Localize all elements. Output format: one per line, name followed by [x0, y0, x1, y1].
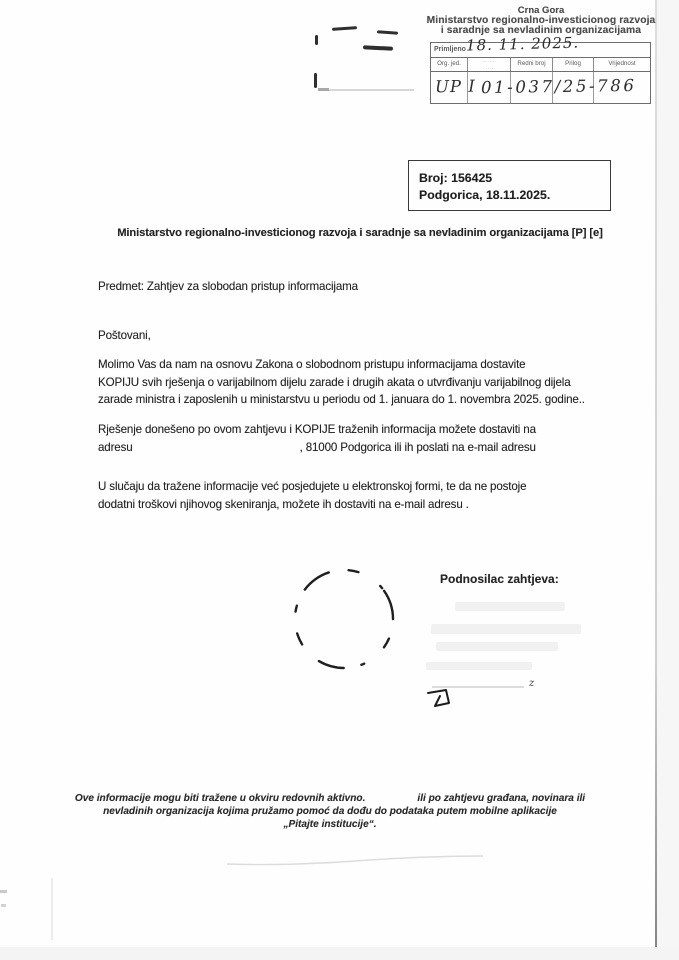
place-and-date: Podgorica, 18.11.2025. — [419, 188, 551, 202]
stamp-col-vrijednost: Vrijednost — [608, 60, 636, 67]
signature-small-mark: z — [529, 678, 535, 689]
stamp-org-line2: i saradnje sa nevladinim organizacijama — [440, 25, 642, 36]
scan-left-faint-line — [51, 878, 53, 940]
scan-left-edge-mark — [1, 904, 6, 907]
stamp-col-prilog: Prilog — [553, 58, 594, 71]
handwritten-received-date: 18. 11. 2025. — [465, 33, 580, 55]
redacted-address-gap — [133, 450, 300, 451]
stamp-col-org-jed: Org. jed. — [431, 58, 468, 71]
paragraph-line: dodatni troškovi njihovog skeniranja, možete ih dostaviti na e-mail adresu . — [98, 497, 469, 511]
round-stamp-outline — [289, 563, 399, 673]
paragraph-line: Rješenje donešeno po ovom zahtjevu i KOPIJE traženih informacija možete dostaviti na — [98, 423, 536, 436]
stamp-col-illegible — [468, 58, 511, 71]
footer-line1-suffix: ili po zahtjevu građana, novinara ili — [417, 793, 586, 804]
paragraph-line-with-redaction — [98, 439, 536, 457]
paragraph-delivery — [98, 421, 536, 456]
footer-line2: nevladinih organizacija kojima pružamo pomoć da dođu do podataka putem mobilne aplikacije — [103, 806, 557, 817]
stamp-remnant-mark — [318, 88, 329, 91]
paragraph-line: Molimo Vas da nam na osnovu Zakona o slobodnom pristupu informacijama dostavite — [98, 358, 526, 371]
stamp-received-label: Primljeno — [434, 46, 466, 53]
signer-label: Podnosilac zahtjeva: — [440, 572, 559, 586]
stamp-col-illegible-line2: · ·· ··· — [483, 65, 495, 71]
receipt-stamp-header — [424, 6, 658, 36]
redacted-text-smudge — [431, 624, 581, 634]
stamp-remnant-mark — [332, 26, 357, 31]
stamp-col-redni-broj: Redni broj — [511, 58, 553, 71]
redacted-footer-gap — [365, 800, 417, 801]
handwritten-org-unit: UP I — [434, 76, 476, 97]
stamp-remnant-mark — [363, 45, 393, 50]
addressee-heading: Ministarstvo regionalno-investicionog razvoja i saradnje sa nevladinim organizacijama [P] [e] — [117, 227, 603, 239]
reference-number-box — [408, 160, 611, 211]
footer-line3: „Pitajte institucije“. — [283, 819, 377, 830]
stamp-remnant-mark — [314, 73, 317, 88]
stamp-country: Crna Gora — [517, 5, 565, 16]
footer-line-with-redaction — [40, 792, 620, 805]
redacted-text-smudge — [426, 662, 532, 670]
stamp-remnant-mark — [377, 30, 398, 34]
paragraph-line: U slučaju da tražene informacije već posjedujete u elektronskoj formi, te da ne postoje — [98, 480, 527, 493]
paragraph-line: KOPIJU svih rješenja o varijabilnom dijelu zarade i drugih akata o utvrđivanju varijabilnog dijela — [98, 375, 571, 389]
scan-page-edge-line — [655, 0, 657, 947]
footer-line1-prefix: Ove informacije mogu biti tražene u okviru redovnih aktivno. — [74, 793, 366, 804]
scan-right-gutter — [657, 0, 679, 960]
stamp-remnant-line — [318, 89, 414, 91]
scan-bottom-band — [0, 947, 679, 960]
salutation: Poštovani, — [98, 329, 151, 342]
address-suffix: , 81000 Podgorica ili ih poslati na e-mail adresu — [299, 440, 536, 454]
paragraph-electronic-form — [98, 478, 526, 513]
handwritten-case-number: 01-037/25-786 — [480, 75, 637, 98]
stamp-header-row — [431, 58, 650, 72]
address-prefix: adresu — [98, 440, 133, 454]
stamp-org-line1: Ministarstvo regionalno-investicionog razvoja — [426, 15, 656, 26]
paragraph-request — [98, 356, 585, 409]
scan-crease-line — [225, 853, 485, 867]
scan-left-edge-mark — [0, 890, 7, 893]
subject-line: Predmet: Zahtjev za slobodan pristup informacijama — [98, 280, 358, 293]
redacted-text-smudge — [436, 642, 558, 651]
stamp-col-illegible-line1: ··· ····· — [482, 59, 496, 64]
signature-scribble — [425, 688, 461, 712]
footer-note — [40, 792, 620, 831]
reference-number: Broj: 156425 — [419, 171, 493, 185]
stamp-remnant-mark — [315, 35, 318, 45]
redacted-text-smudge — [455, 602, 565, 611]
paragraph-line: zarade ministra i zaposlenih u ministarstvu u periodu od 1. januara do 1. novembra 2025. godine.. — [98, 393, 585, 406]
